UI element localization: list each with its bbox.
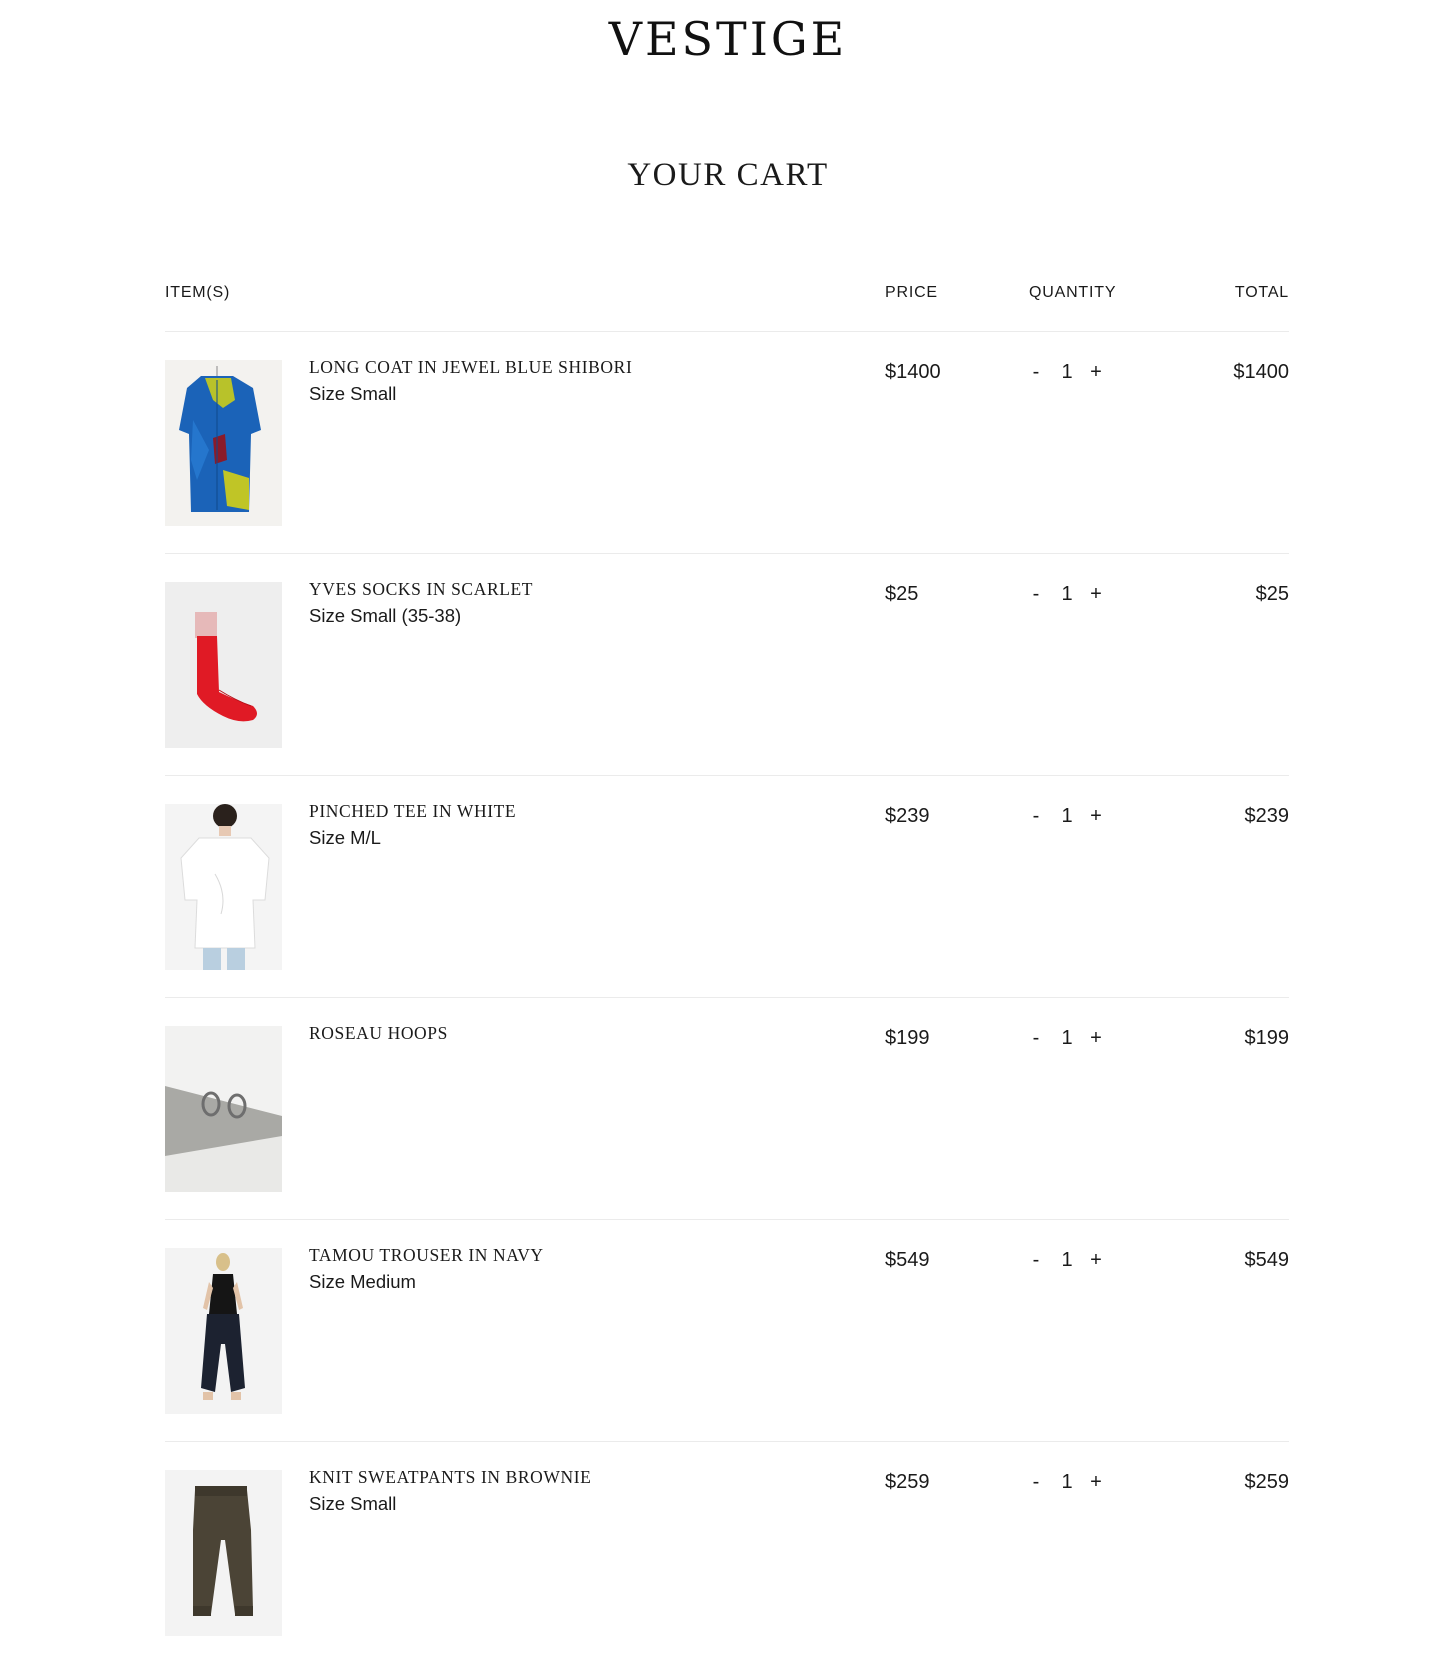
quantity-value: 1 <box>1061 583 1073 605</box>
item-size: Size Small (35-38) <box>309 605 462 626</box>
increase-quantity-button[interactable]: + <box>1090 1249 1102 1271</box>
socks-thumbnail[interactable] <box>165 582 282 748</box>
site-header <box>0 0 1456 80</box>
item-price: $199 <box>885 1027 930 1049</box>
item-size: Size Medium <box>309 1271 416 1292</box>
item-name[interactable]: ROSEAU HOOPS <box>309 1023 448 1043</box>
increase-quantity-button[interactable]: + <box>1090 361 1102 383</box>
quantity-stepper <box>1029 1026 1129 1050</box>
item-name[interactable]: YVES SOCKS IN SCARLET <box>309 579 534 599</box>
cart-item-row <box>165 332 1289 554</box>
increase-quantity-button[interactable]: + <box>1090 1027 1102 1049</box>
trouser-thumbnail[interactable] <box>165 1248 282 1414</box>
item-size: Size M/L <box>309 827 381 848</box>
quantity-value: 1 <box>1061 361 1073 383</box>
cart-item-row <box>165 998 1289 1220</box>
quantity-stepper <box>1029 1470 1129 1494</box>
decrease-quantity-button[interactable]: - <box>1032 361 1040 383</box>
item-name[interactable]: LONG COAT IN JEWEL BLUE SHIBORI <box>309 357 633 377</box>
quantity-value: 1 <box>1061 1471 1073 1493</box>
sweatpants-image-icon <box>165 1470 282 1636</box>
item-total: $239 <box>1244 805 1289 827</box>
item-price: $259 <box>885 1471 930 1493</box>
item-price: $549 <box>885 1249 930 1271</box>
trouser-image-icon <box>165 1248 282 1414</box>
tee-image-icon <box>165 804 282 970</box>
coat-thumbnail[interactable] <box>165 360 282 526</box>
quantity-value: 1 <box>1061 1027 1073 1049</box>
increase-quantity-button[interactable]: + <box>1090 805 1102 827</box>
column-header-total: TOTAL <box>1234 284 1289 301</box>
tee-thumbnail[interactable] <box>165 804 282 970</box>
quantity-value: 1 <box>1061 805 1073 827</box>
cart-item-row <box>165 1220 1289 1442</box>
quantity-value: 1 <box>1061 1249 1073 1271</box>
socks-image-icon <box>165 582 282 748</box>
hoops-thumbnail[interactable] <box>165 1026 282 1192</box>
column-header-quantity: QUANTITY <box>1029 284 1117 301</box>
increase-quantity-button[interactable]: + <box>1090 1471 1102 1493</box>
column-header-items: ITEM(S) <box>165 284 231 301</box>
item-total: $199 <box>1244 1027 1289 1049</box>
item-size: Size Small <box>309 383 397 404</box>
page-title: YOUR CART <box>627 157 829 193</box>
increase-quantity-button[interactable]: + <box>1090 583 1102 605</box>
cart-item-row <box>165 554 1289 776</box>
item-total: $549 <box>1244 1249 1289 1271</box>
item-size: Size Small <box>309 1493 397 1514</box>
item-total: $25 <box>1255 583 1289 605</box>
cart-item-row <box>165 776 1289 998</box>
sweatpants-thumbnail[interactable] <box>165 1470 282 1636</box>
decrease-quantity-button[interactable]: - <box>1032 1249 1040 1271</box>
item-total: $1400 <box>1233 361 1289 383</box>
quantity-stepper <box>1029 360 1129 384</box>
item-name[interactable]: KNIT SWEATPANTS IN BROWNIE <box>309 1467 592 1487</box>
brand-logo[interactable]: VESTIGE <box>608 12 848 66</box>
item-name[interactable]: TAMOU TROUSER IN NAVY <box>309 1245 544 1265</box>
item-price: $25 <box>885 583 919 605</box>
item-price: $1400 <box>885 361 941 383</box>
decrease-quantity-button[interactable]: - <box>1032 805 1040 827</box>
item-name[interactable]: PINCHED TEE IN WHITE <box>309 801 517 821</box>
quantity-stepper <box>1029 582 1129 606</box>
decrease-quantity-button[interactable]: - <box>1032 583 1040 605</box>
column-header-price: PRICE <box>885 284 938 301</box>
hoops-image-icon <box>165 1026 282 1192</box>
item-total: $259 <box>1244 1471 1289 1493</box>
cart-item-row <box>165 1442 1289 1664</box>
item-price: $239 <box>885 805 930 827</box>
decrease-quantity-button[interactable]: - <box>1032 1027 1040 1049</box>
coat-image-icon <box>165 360 282 526</box>
quantity-stepper <box>1029 1248 1129 1272</box>
quantity-stepper <box>1029 804 1129 828</box>
decrease-quantity-button[interactable]: - <box>1032 1471 1040 1493</box>
